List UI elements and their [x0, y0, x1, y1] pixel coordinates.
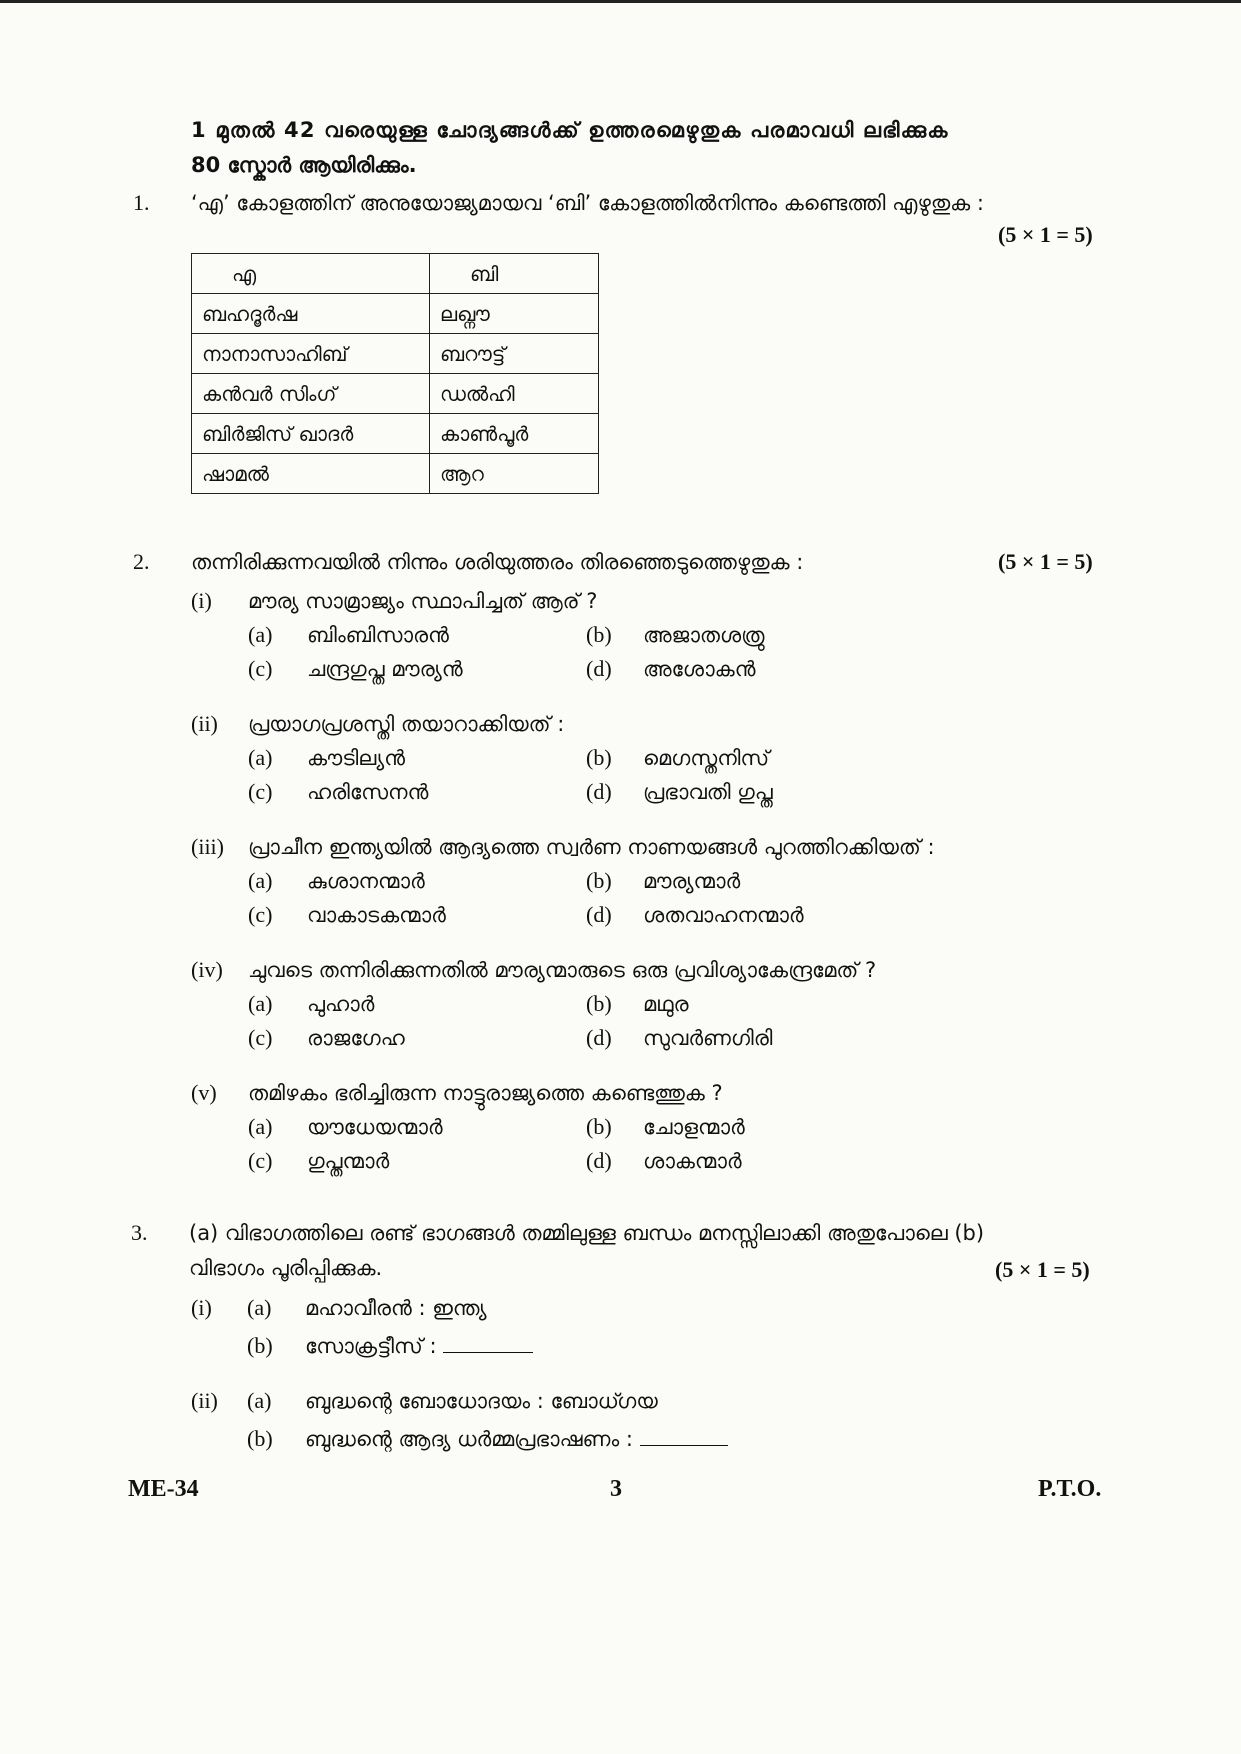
q2-text: തന്നിരിക്കുന്നവയില്‍ നിന്നും ശരിയുത്തരം തിരഞ്ഞെടുത്തെഴുതുക : — [191, 550, 804, 574]
q1-text: ‘എ’ കോളത്തിന് അനുയോജ്യമായവ ‘ബി’ കോളത്തില്‍നിന്നും കണ്ടെത്തി എഴുതുക : — [191, 191, 984, 215]
option-label: (c) — [248, 902, 273, 927]
q3-number: 3. — [131, 1220, 148, 1245]
option-text: യൗധേയന്മാര്‍ — [307, 1115, 443, 1139]
option-label: (d) — [586, 779, 612, 804]
q2-item-number: (v) — [191, 1080, 217, 1105]
q3-pair-b — [305, 1334, 533, 1359]
option-label: (d) — [586, 1025, 612, 1050]
option-label: (b) — [586, 622, 612, 647]
table-cell: ബഹദൂര്‍ഷ — [192, 294, 430, 334]
q1-marks: (5 × 1 = 5) — [998, 222, 1093, 247]
option-text: മെഗസ്തനിസ് — [643, 746, 770, 770]
option-label: (b) — [247, 1333, 273, 1358]
table-cell: കന്‍വര്‍ സിംഗ് — [192, 374, 430, 414]
q2-item-text: മൗര്യ സാമ്രാജ്യം സ്ഥാപിച്ചത് ആര് ? — [248, 589, 598, 613]
top-border — [0, 0, 1241, 3]
table-row — [192, 454, 599, 494]
instruction-line-1: 1 മുതല്‍ 42 വരെയുള്ള ചോദ്യങ്ങള്‍ക്ക് ഉത്തരമെഴുതുക പരമാവധി ലഭിക്കുക — [191, 118, 949, 142]
option-label: (d) — [586, 902, 612, 927]
option-text: മഥുര — [643, 992, 689, 1016]
option-label: (c) — [248, 1025, 273, 1050]
q2-item-text: ചുവടെ തന്നിരിക്കുന്നതില്‍ മൗര്യന്മാരുടെ ഒരു പ്രവിശ്യാകേന്ദ്രമേത് ? — [248, 958, 877, 982]
q3-pair-a: ബുദ്ധന്റെ ബോധോദയം : ബോധ്ഗയ — [305, 1389, 658, 1413]
pto-label: P.T.O. — [1038, 1476, 1102, 1502]
option-text: ഹരിസേനന്‍ — [307, 780, 429, 804]
option-label: (d) — [586, 1148, 612, 1173]
q3-pair-b-text: സോക്രട്ടീസ് : — [305, 1334, 437, 1358]
option-text: ബിംബിസാരന്‍ — [307, 623, 449, 647]
option-text: പുഹാര്‍ — [307, 992, 375, 1016]
column-b-header: ബി — [430, 254, 599, 294]
q2-item-text: തമിഴകം ഭരിച്ചിരുന്ന നാട്ടുരാജ്യത്തെ കണ്ടെത്തുക ? — [248, 1081, 723, 1105]
table-cell: കാണ്‍പൂര്‍ — [430, 414, 599, 454]
option-label: (b) — [586, 868, 612, 893]
option-label: (c) — [248, 779, 273, 804]
option-text: അജാതശത്രു — [643, 623, 765, 647]
table-cell: നാനാസാഹിബ് — [192, 334, 430, 374]
table-row — [192, 334, 599, 374]
q3-text-line-1: (a) വിഭാഗത്തിലെ രണ്ട് ഭാഗങ്ങള്‍ തമ്മിലുള്ള ബന്ധം മനസ്സിലാക്കി അതുപോലെ (b) — [189, 1221, 985, 1245]
option-label: (a) — [247, 1295, 272, 1320]
q2-item-text: പ്രയാഗപ്രശസ്തി തയാറാക്കിയത് : — [248, 712, 565, 736]
table-cell: ഡല്‍ഹി — [430, 374, 599, 414]
option-text: രാജഗേഹ — [307, 1026, 405, 1050]
option-label: (a) — [248, 1114, 273, 1139]
option-text: മൗര്യന്മാര്‍ — [643, 869, 741, 893]
option-label: (c) — [248, 1148, 273, 1173]
option-text: അശോകന്‍ — [643, 657, 756, 681]
q2-item-number: (i) — [191, 588, 212, 613]
option-label: (a) — [247, 1388, 272, 1413]
option-text: വാകാടകന്മാര്‍ — [307, 903, 446, 927]
option-label: (b) — [247, 1426, 273, 1451]
paper-code: ME-34 — [128, 1476, 199, 1502]
answer-blank — [640, 1427, 728, 1446]
q3-marks: (5 × 1 = 5) — [995, 1257, 1090, 1282]
q2-item-number: (ii) — [191, 711, 218, 736]
q2-item-text: പ്രാചീന ഇന്ത്യയില്‍ ആദ്യത്തെ സ്വര്‍ണ നാണയങ്ങള്‍ പുറത്തിറക്കിയത് : — [248, 835, 935, 859]
option-label: (a) — [248, 868, 273, 893]
option-text: കൗടില്യന്‍ — [307, 746, 406, 770]
table-row — [192, 294, 599, 334]
q1-number: 1. — [133, 190, 150, 215]
option-label: (d) — [586, 656, 612, 681]
option-text: പ്രഭാവതി ഗുപ്ത — [643, 780, 773, 804]
option-text: ചോളന്മാര്‍ — [643, 1115, 745, 1139]
option-text: ശാകന്മാര്‍ — [643, 1149, 742, 1173]
table-row — [192, 374, 599, 414]
option-label: (a) — [248, 991, 273, 1016]
option-label: (b) — [586, 991, 612, 1016]
instruction-line-2: 80 സ്കോര്‍ ആയിരിക്കും. — [191, 153, 417, 177]
option-text: ശതവാഹനന്മാര്‍ — [643, 903, 804, 927]
table-cell: ഷാമല്‍ — [192, 454, 430, 494]
q2-marks: (5 × 1 = 5) — [998, 549, 1093, 574]
q3-item-number: (i) — [191, 1295, 212, 1320]
option-text: ഗുപ്തന്മാര്‍ — [307, 1149, 390, 1173]
option-text: ചന്ദ്രഗുപ്ത മൗര്യന്‍ — [307, 657, 463, 681]
table-cell: ബറൗട്ട് — [430, 334, 599, 374]
answer-blank — [443, 1334, 533, 1353]
option-label: (a) — [248, 745, 273, 770]
q3-item-number: (ii) — [191, 1388, 218, 1413]
q3-text-line-2: വിഭാഗം പൂരിപ്പിക്കുക. — [189, 1256, 383, 1280]
q3-pair-a: മഹാവീരന്‍ : ഇന്ത്യ — [305, 1296, 487, 1320]
table-row — [192, 414, 599, 454]
table-cell: ലഖ്നൗ — [430, 294, 599, 334]
table-cell: ബിര്‍ജിസ് ഖാദര്‍ — [192, 414, 430, 454]
table-cell: ആറ — [430, 454, 599, 494]
page-number: 3 — [610, 1476, 622, 1502]
option-label: (b) — [586, 745, 612, 770]
option-label: (c) — [248, 656, 273, 681]
q2-number: 2. — [133, 549, 150, 574]
q3-pair-b — [305, 1427, 728, 1452]
option-text: കുശാനന്മാര്‍ — [307, 869, 425, 893]
option-label: (a) — [248, 622, 273, 647]
q2-item-number: (iv) — [191, 957, 223, 982]
match-table — [191, 253, 599, 494]
option-label: (b) — [586, 1114, 612, 1139]
option-text: സുവര്‍ണഗിരി — [643, 1026, 773, 1050]
column-a-header: എ — [192, 254, 430, 294]
table-header-row — [192, 254, 599, 294]
q3-pair-b-text: ബുദ്ധന്റെ ആദ്യ ധര്‍മ്മപ്രഭാഷണം : — [305, 1427, 633, 1451]
q2-item-number: (iii) — [191, 834, 224, 859]
